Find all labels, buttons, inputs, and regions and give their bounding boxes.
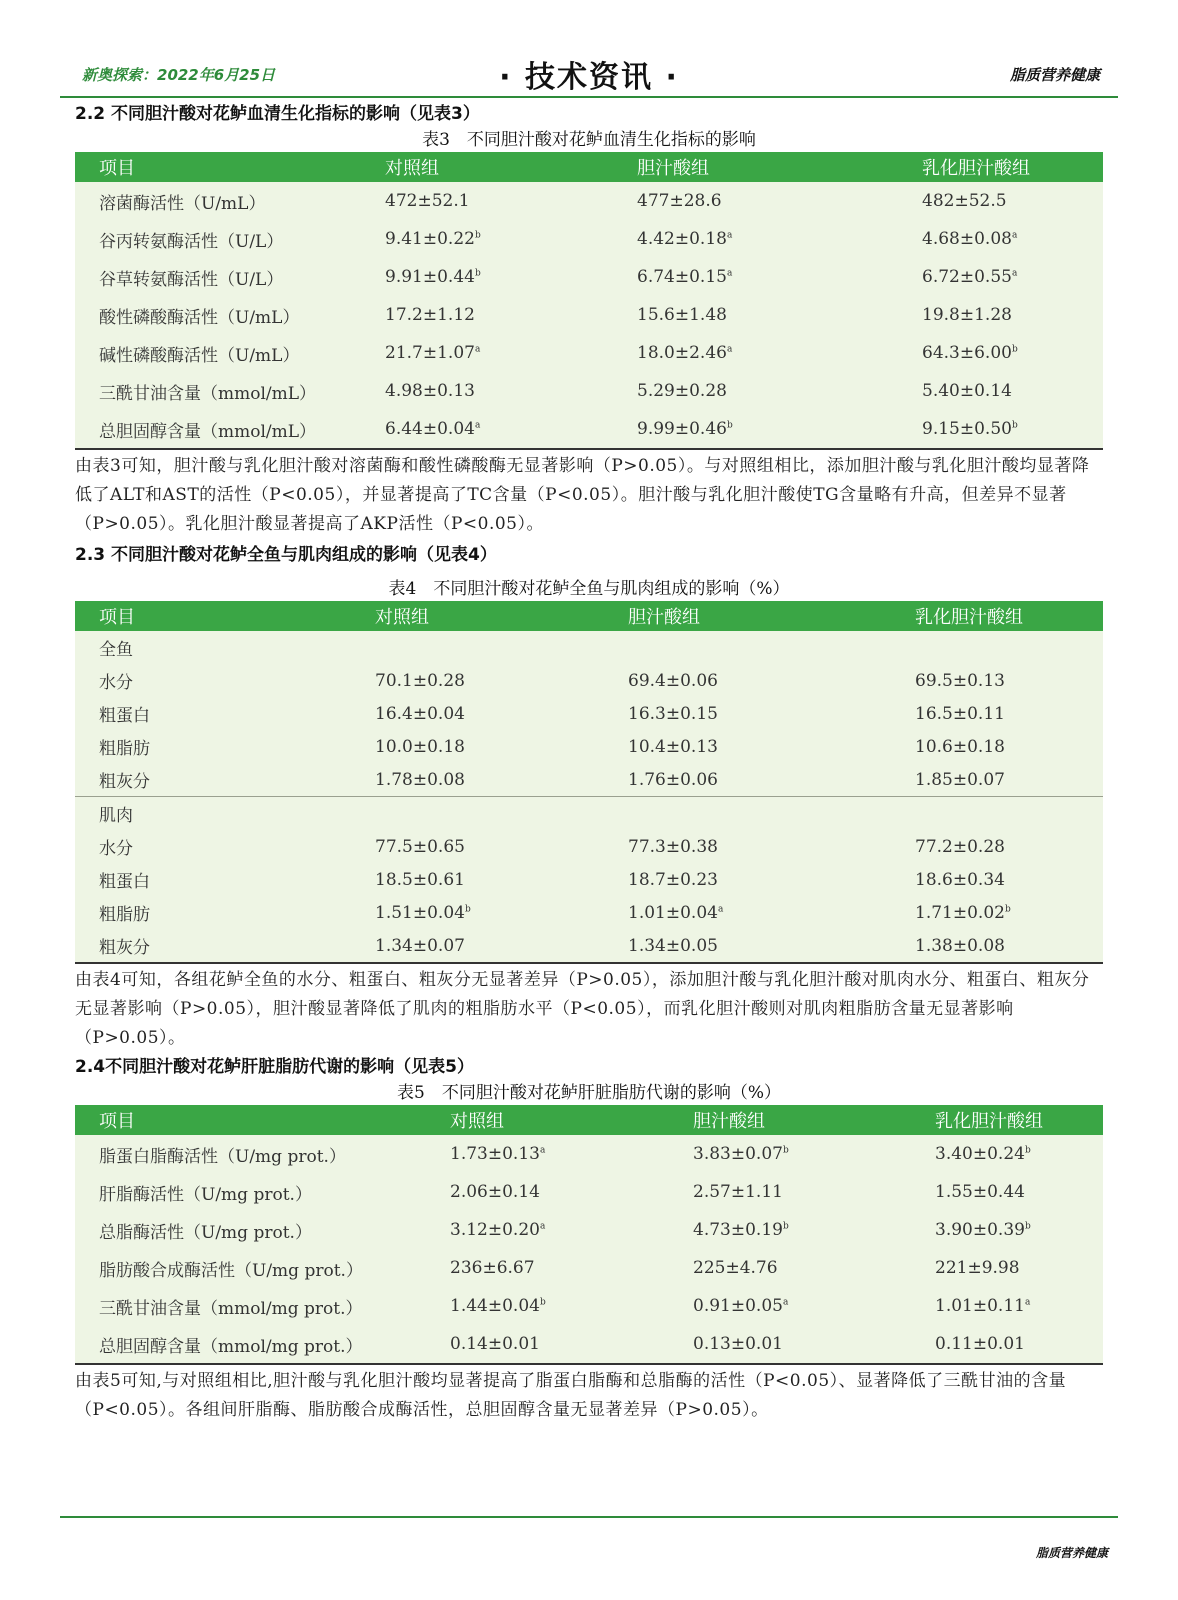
cell-value — [935, 1135, 1103, 1173]
table-row — [75, 830, 1103, 863]
table-header-row — [75, 1105, 1103, 1135]
cell-value — [915, 863, 1103, 896]
value-text: 4.42±0.18 — [637, 229, 727, 249]
cell-value — [922, 182, 1103, 220]
value-text: 0.11±0.01 — [935, 1334, 1025, 1354]
cell-value — [628, 929, 915, 963]
cell-value — [375, 763, 628, 797]
group-label: 肌肉 — [75, 797, 375, 831]
significance-letter: a — [1011, 230, 1018, 241]
col-header: 项目 — [75, 601, 375, 631]
value-text: 5.29±0.28 — [637, 381, 727, 401]
row-item-label: 肝脂酶活性（U/mg prot.） — [99, 1184, 312, 1205]
table-row — [75, 1211, 1103, 1249]
value-text: 77.5±0.65 — [375, 836, 465, 857]
cell-value — [935, 1211, 1103, 1249]
value-text: 1.76±0.06 — [628, 769, 718, 790]
table5-body — [75, 1135, 1103, 1364]
cell-value — [637, 372, 922, 410]
footer-rule — [60, 1516, 1118, 1518]
table4-caption: 表4 不同胆汁酸对花鲈全鱼与肌肉组成的影响（%） — [388, 579, 790, 599]
value-text: 3.40±0.24 — [935, 1144, 1025, 1164]
cell-value — [375, 730, 628, 763]
cell-value — [450, 1173, 693, 1211]
paragraph-table4: 由表4可知，各组花鲈全鱼的水分、粗蛋白、粗灰分无显著差异（P>0.05），添加胆汁酸与乳化胆汁酸对肌肉水分、粗蛋白、粗灰分无显著影响（P>0.05），胆汁酸显著降低了肌肉的粗脂肪水平（P<0.05），而乳化胆汁酸则对肌肉粗脂肪含量无显著影响（P>0.05）。 — [75, 970, 1090, 1048]
value-text: 69.4±0.06 — [628, 670, 718, 691]
significance-letter: b — [726, 420, 733, 431]
value-text: 0.14±0.01 — [450, 1334, 540, 1354]
row-item-label: 粗灰分 — [99, 938, 150, 958]
value-text: 70.1±0.28 — [375, 670, 465, 691]
table-row — [75, 929, 1103, 963]
table-header-row — [75, 152, 1103, 182]
value-text: 1.01±0.04 — [628, 902, 718, 923]
cell-value — [935, 1325, 1103, 1364]
row-item-label: 粗灰分 — [99, 772, 150, 792]
col-header: 胆汁酸组 — [628, 601, 915, 631]
row-item-label: 水分 — [99, 673, 133, 693]
cell-value — [450, 1135, 693, 1173]
value-text: 1.55±0.44 — [935, 1182, 1025, 1202]
significance-letter: b — [1011, 344, 1018, 355]
value-text: 221±9.98 — [935, 1258, 1020, 1278]
row-item-label: 总脂酶活性（U/mg prot.） — [99, 1222, 312, 1243]
cell-value — [628, 763, 915, 797]
value-text: 4.68±0.08 — [922, 229, 1012, 249]
paragraph-table3: 由表3可知，胆汁酸与乳化胆汁酸对溶菌酶和酸性磷酸酶无显著影响（P>0.05）。与对照组相比，添加胆汁酸与乳化胆汁酸均显著降低了ALT和AST的活性（P<0.05），并显著提高了TC含量（P<0.05）。胆汁酸与乳化胆汁酸使TG含量略有升高，但差异不显著（P>0.05）。乳化胆汁酸显著提高了AKP活性（P<0.05）。 — [75, 456, 1090, 534]
value-text: 0.91±0.05 — [693, 1296, 783, 1316]
cell-value — [915, 664, 1103, 697]
cell-value — [375, 863, 628, 896]
col-header: 乳化胆汁酸组 — [922, 152, 1103, 182]
significance-letter: b — [464, 903, 471, 914]
row-item-label: 脂蛋白脂酶活性（U/mg prot.） — [99, 1146, 346, 1167]
table3-body — [75, 182, 1103, 449]
cell-value — [450, 1249, 693, 1287]
paragraph-table5: 由表5可知,与对照组相比,胆汁酸与乳化胆汁酸均显著提高了脂蛋白脂酶和总脂酶的活性（P<0.05）、显著降低了三酰甘油的含量（P<0.05）。各组间肝脂酶、脂肪酸合成酶活性，总胆固醇含量无显著差异（P>0.05）。 — [75, 1371, 1067, 1420]
value-text: 1.01±0.11 — [935, 1296, 1025, 1316]
value-text: 1.51±0.04 — [375, 902, 465, 923]
col-header: 对照组 — [375, 601, 628, 631]
value-text: 9.41±0.22 — [385, 229, 475, 249]
table4-body-group1 — [75, 631, 1103, 664]
cell-value — [375, 664, 628, 697]
value-text: 19.8±1.28 — [922, 305, 1012, 325]
cell-value — [922, 258, 1103, 296]
page-header — [60, 48, 1118, 98]
cell-value — [385, 372, 637, 410]
cell-value — [637, 410, 922, 449]
section-heading-2-3: 2.3 不同胆汁酸对花鲈全鱼与肌肉组成的影响（见表4） — [75, 545, 497, 565]
value-text: 18.0±2.46 — [637, 343, 727, 363]
table-row — [75, 258, 1103, 296]
table3-caption: 表3 不同胆汁酸对花鲈血清生化指标的影响 — [422, 130, 756, 150]
significance-letter: b — [1004, 903, 1011, 914]
row-item-label: 水分 — [99, 839, 133, 859]
cell-value — [915, 730, 1103, 763]
value-text: 9.99±0.46 — [637, 419, 727, 439]
significance-letter: b — [539, 1297, 546, 1308]
significance-letter: b — [1024, 1221, 1031, 1232]
value-text: 2.57±1.11 — [693, 1182, 783, 1202]
cell-value — [693, 1325, 935, 1364]
cell-value — [935, 1287, 1103, 1325]
col-header: 胆汁酸组 — [637, 152, 922, 182]
table-row — [75, 296, 1103, 334]
significance-letter: b — [474, 268, 481, 279]
cell-value — [935, 1173, 1103, 1211]
cell-value — [637, 182, 922, 220]
value-text: 1.34±0.05 — [628, 935, 718, 956]
value-text: 1.38±0.08 — [915, 935, 1005, 956]
table-4 — [75, 601, 1103, 964]
table-3 — [75, 152, 1103, 450]
table-5 — [75, 1105, 1103, 1365]
value-text: 10.4±0.13 — [628, 736, 718, 757]
table-row — [75, 896, 1103, 929]
header-rule — [60, 96, 1118, 98]
value-text: 15.6±1.48 — [637, 305, 727, 325]
table4-body-group2 — [75, 797, 1103, 831]
value-text: 6.72±0.55 — [922, 267, 1012, 287]
cell-value — [915, 929, 1103, 963]
value-text: 10.6±0.18 — [915, 736, 1005, 757]
cell-value — [375, 697, 628, 730]
cell-value — [375, 929, 628, 963]
significance-letter: b — [1024, 1145, 1031, 1156]
footer-journal: 脂质营养健康 — [1035, 1546, 1108, 1560]
col-header: 对照组 — [385, 152, 637, 182]
value-text: 3.90±0.39 — [935, 1220, 1025, 1240]
cell-value — [628, 697, 915, 730]
col-header: 乳化胆汁酸组 — [915, 601, 1103, 631]
cell-value — [693, 1287, 935, 1325]
cell-value — [922, 220, 1103, 258]
header-journal: 脂质营养健康 — [1009, 66, 1100, 84]
value-text: 3.12±0.20 — [450, 1220, 540, 1240]
table4-rows-muscle — [75, 830, 1103, 963]
row-item-label: 谷草转氨酶活性（U/L） — [99, 269, 284, 290]
cell-value — [450, 1325, 693, 1364]
value-text: 1.34±0.07 — [375, 935, 465, 956]
table-row — [75, 763, 1103, 797]
significance-letter: a — [1024, 1297, 1031, 1308]
table-row — [75, 697, 1103, 730]
value-text: 0.13±0.01 — [693, 1334, 783, 1354]
cell-value — [628, 863, 915, 896]
section-heading-2-4: 2.4不同胆汁酸对花鲈肝脏脂肪代谢的影响（见表5） — [75, 1057, 474, 1077]
value-text: 4.73±0.19 — [693, 1220, 783, 1240]
cell-value — [375, 896, 628, 929]
value-text: 2.06±0.14 — [450, 1182, 540, 1202]
group-row — [75, 631, 1103, 664]
table-row — [75, 1135, 1103, 1173]
cell-value — [693, 1211, 935, 1249]
row-item-label: 总胆固醇含量（mmol/mg prot.） — [99, 1336, 363, 1357]
significance-letter: b — [1011, 420, 1018, 431]
header-title: · 技术资讯 · — [499, 60, 679, 95]
table-row — [75, 334, 1103, 372]
cell-value — [693, 1249, 935, 1287]
significance-letter: a — [726, 344, 733, 355]
value-text: 9.91±0.44 — [385, 267, 475, 287]
cell-value — [637, 334, 922, 372]
value-text: 477±28.6 — [637, 191, 722, 211]
row-item-label: 脂肪酸合成酶活性（U/mg prot.） — [99, 1260, 363, 1281]
cell-value — [935, 1249, 1103, 1287]
table-row — [75, 372, 1103, 410]
value-text: 6.44±0.04 — [385, 419, 475, 439]
cell-value — [385, 258, 637, 296]
value-text: 16.4±0.04 — [375, 703, 465, 724]
table-row — [75, 1325, 1103, 1364]
row-item-label: 酸性磷酸酶活性（U/mL） — [99, 307, 300, 328]
cell-value — [385, 410, 637, 449]
cell-value — [385, 182, 637, 220]
row-item-label: 粗蛋白 — [99, 706, 150, 726]
significance-letter: a — [474, 344, 481, 355]
value-text: 77.3±0.38 — [628, 836, 718, 857]
table-row — [75, 410, 1103, 449]
value-text: 64.3±6.00 — [922, 343, 1012, 363]
col-header: 乳化胆汁酸组 — [935, 1105, 1103, 1135]
col-header: 胆汁酸组 — [693, 1105, 935, 1135]
significance-letter: a — [782, 1297, 789, 1308]
col-header: 项目 — [75, 152, 385, 182]
cell-value — [385, 334, 637, 372]
value-text: 6.74±0.15 — [637, 267, 727, 287]
cell-value — [915, 896, 1103, 929]
significance-letter: b — [782, 1221, 789, 1232]
significance-letter: a — [539, 1221, 546, 1232]
value-text: 16.3±0.15 — [628, 703, 718, 724]
row-item-label: 三酰甘油含量（mmol/mg prot.） — [99, 1298, 363, 1319]
value-text: 236±6.67 — [450, 1258, 535, 1278]
significance-letter: a — [474, 420, 481, 431]
cell-value — [915, 763, 1103, 797]
header-date: 新奥探索：2022年6月25日 — [82, 66, 276, 84]
cell-value — [922, 296, 1103, 334]
value-text: 77.2±0.28 — [915, 836, 1005, 857]
col-header: 对照组 — [450, 1105, 693, 1135]
row-item-label: 三酰甘油含量（mmol/mL） — [99, 383, 317, 404]
cell-value — [915, 830, 1103, 863]
cell-value — [375, 830, 628, 863]
table-row — [75, 1287, 1103, 1325]
cell-value — [385, 220, 637, 258]
value-text: 69.5±0.13 — [915, 670, 1005, 691]
cell-value — [693, 1135, 935, 1173]
value-text: 472±52.1 — [385, 191, 470, 211]
row-item-label: 粗蛋白 — [99, 872, 150, 892]
cell-value — [450, 1211, 693, 1249]
table-row — [75, 1249, 1103, 1287]
value-text: 1.44±0.04 — [450, 1296, 540, 1316]
row-item-label: 粗脂肪 — [99, 739, 150, 759]
value-text: 9.15±0.50 — [922, 419, 1012, 439]
value-text: 17.2±1.12 — [385, 305, 475, 325]
table4-rows-whole-fish — [75, 664, 1103, 797]
cell-value — [637, 258, 922, 296]
cell-value — [628, 664, 915, 697]
cell-value — [915, 697, 1103, 730]
value-text: 21.7±1.07 — [385, 343, 475, 363]
cell-value — [628, 730, 915, 763]
value-text: 5.40±0.14 — [922, 381, 1012, 401]
value-text: 18.5±0.61 — [375, 869, 465, 890]
cell-value — [922, 410, 1103, 449]
value-text: 3.83±0.07 — [693, 1144, 783, 1164]
table-row — [75, 863, 1103, 896]
significance-letter: a — [1011, 268, 1018, 279]
significance-letter: a — [726, 230, 733, 241]
table-row — [75, 730, 1103, 763]
cell-value — [693, 1173, 935, 1211]
cell-value — [637, 220, 922, 258]
value-text: 16.5±0.11 — [915, 703, 1005, 724]
significance-letter: a — [717, 903, 724, 914]
table5-caption: 表5 不同胆汁酸对花鲈肝脏脂肪代谢的影响（%） — [397, 1083, 781, 1103]
significance-letter: b — [474, 230, 481, 241]
value-text: 18.7±0.23 — [628, 869, 718, 890]
cell-value — [450, 1287, 693, 1325]
cell-value — [628, 830, 915, 863]
cell-value — [922, 334, 1103, 372]
section-heading-2-2: 2.2 不同胆汁酸对花鲈血清生化指标的影响（见表3） — [75, 104, 480, 124]
value-text: 10.0±0.18 — [375, 736, 465, 757]
value-text: 482±52.5 — [922, 191, 1007, 211]
significance-letter: b — [782, 1145, 789, 1156]
value-text: 18.6±0.34 — [915, 869, 1005, 890]
article-body — [75, 100, 1103, 1425]
row-item-label: 碱性磷酸酶活性（U/mL） — [99, 345, 300, 366]
cell-value — [385, 296, 637, 334]
group-label: 全鱼 — [99, 640, 133, 660]
cell-value — [628, 896, 915, 929]
group-row — [75, 797, 1103, 831]
cell-value — [637, 296, 922, 334]
value-text: 1.71±0.02 — [915, 902, 1005, 923]
value-text: 4.98±0.13 — [385, 381, 475, 401]
table-row — [75, 664, 1103, 697]
significance-letter: a — [726, 268, 733, 279]
value-text: 1.78±0.08 — [375, 769, 465, 790]
table-row — [75, 220, 1103, 258]
significance-letter: a — [539, 1145, 546, 1156]
cell-value — [922, 372, 1103, 410]
value-text: 1.73±0.13 — [450, 1144, 540, 1164]
row-item-label: 粗脂肪 — [99, 905, 150, 925]
table-row — [75, 1173, 1103, 1211]
col-header: 项目 — [75, 1105, 450, 1135]
table-header-row — [75, 601, 1103, 631]
row-item-label: 谷丙转氨酶活性（U/L） — [99, 231, 284, 252]
row-item-label: 溶菌酶活性（U/mL） — [99, 193, 266, 214]
value-text: 1.85±0.07 — [915, 769, 1005, 790]
value-text: 225±4.76 — [693, 1258, 778, 1278]
row-item-label: 总胆固醇含量（mmol/mL） — [99, 421, 317, 442]
table-row — [75, 182, 1103, 220]
